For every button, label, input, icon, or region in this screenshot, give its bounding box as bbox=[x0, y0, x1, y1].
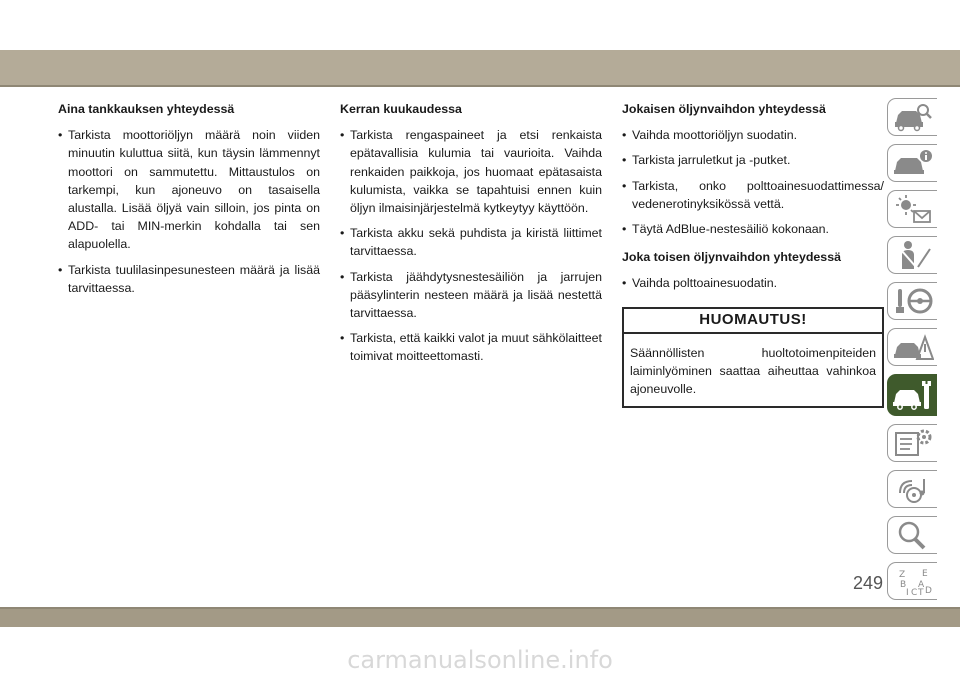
notice-title: HUOMAUTUS! bbox=[624, 309, 882, 334]
notice-body: Säännöllisten huoltotoimenpiteiden laiminlyöminen saattaa aiheuttaa vahinkoa ajoneuvolle. bbox=[630, 345, 876, 397]
column-oil-change bbox=[622, 100, 884, 408]
notice-box bbox=[622, 307, 884, 409]
monthly-list bbox=[340, 126, 602, 365]
car-warning-triangle-icon bbox=[892, 331, 934, 363]
seatbelt-airbag-icon bbox=[892, 239, 934, 271]
section-heading-monthly: Kerran kuukaudessa bbox=[340, 102, 462, 116]
watermark: carmanualsonline.info bbox=[347, 646, 613, 674]
top-header-rule bbox=[0, 85, 960, 87]
specifications-gear-icon bbox=[892, 427, 934, 459]
tab-index[interactable] bbox=[887, 562, 937, 600]
svg-text:A: A bbox=[917, 580, 924, 590]
tab-car-search[interactable] bbox=[887, 98, 937, 136]
tab-emergency[interactable] bbox=[887, 328, 937, 366]
multimedia-icon bbox=[892, 473, 934, 505]
steering-wheel-icon bbox=[892, 285, 934, 317]
chapter-tabs bbox=[887, 98, 939, 608]
tab-warning-lights[interactable] bbox=[887, 190, 937, 228]
svg-text:B: B bbox=[899, 580, 906, 590]
list-item: • Tarkista jäähdytysnestesäiliön ja jarrujen pääsylinterin nesteen määrä ja lisää nestettä tarvittaessa. bbox=[340, 268, 602, 323]
list-item: • Tarkista, että kaikki valot ja muut sähkölaitteet toimivat moitteettomasti. bbox=[340, 329, 602, 365]
svg-text:T: T bbox=[917, 588, 923, 597]
page-number: 249 bbox=[853, 573, 884, 593]
tab-car-info[interactable] bbox=[887, 144, 937, 182]
list-item: • Tarkista rengaspaineet ja etsi renkaista epätavallisia kulumia tai vaurioita. Vaihda renkaiden paikkoja, jos huomaat epätasaista kulumista, vaikka se tapahtuisi ennen kuin öljyn ilmaisinjärjestelmä kytkeytyy käyttöön. bbox=[340, 126, 602, 217]
column-refueling bbox=[58, 100, 320, 304]
car-wrench-icon bbox=[892, 379, 934, 411]
refueling-list bbox=[58, 126, 320, 297]
list-item: • Vaihda polttoainesuodatin. bbox=[622, 274, 884, 292]
alphabetical-index-icon bbox=[892, 565, 934, 597]
list-item: • Täytä AdBlue-nestesäiliö kokonaan. bbox=[622, 220, 884, 238]
svg-text:I: I bbox=[905, 588, 909, 597]
list-item: • Tarkista jarruletkut ja -putket. bbox=[622, 151, 884, 169]
list-item: • Vaihda moottoriöljyn suodatin. bbox=[622, 126, 884, 144]
magnifier-icon bbox=[892, 519, 934, 551]
tab-specifications[interactable] bbox=[887, 424, 937, 462]
svg-text:C: C bbox=[910, 588, 917, 597]
tab-multimedia[interactable] bbox=[887, 470, 937, 508]
oil-change-list bbox=[622, 126, 884, 238]
tab-safety[interactable] bbox=[887, 236, 937, 274]
warning-light-message-icon bbox=[892, 193, 934, 225]
section-heading-refueling: Aina tankkauksen yhteydessä bbox=[58, 102, 235, 116]
car-search-icon bbox=[892, 101, 934, 133]
column-monthly bbox=[340, 100, 602, 373]
list-item: • Tarkista tuulilasinpesunesteen määrä ja lisää tarvittaessa. bbox=[58, 261, 320, 297]
list-item: • Tarkista akku sekä puhdista ja kiristä liittimet tarvittaessa. bbox=[340, 224, 602, 260]
top-header-band bbox=[0, 50, 960, 85]
car-info-icon bbox=[892, 147, 934, 179]
tab-servicing[interactable] bbox=[887, 374, 937, 416]
svg-text:Z: Z bbox=[898, 570, 905, 580]
section-heading-second-oil-change: Joka toisen öljynvaihdon yhteydessä bbox=[622, 250, 841, 265]
tab-starting-driving[interactable] bbox=[887, 282, 937, 320]
tab-customer-assistance[interactable] bbox=[887, 516, 937, 554]
list-item: • Tarkista, onko polttoainesuodattimessa/ vedenerotinyksikössä vettä. bbox=[622, 177, 884, 213]
section-heading-oil-change: Jokaisen öljynvaihdon yhteydessä bbox=[622, 102, 826, 116]
bottom-footer-band bbox=[0, 609, 960, 627]
second-oil-change-list bbox=[622, 274, 884, 292]
list-item: • Tarkista moottoriöljyn määrä noin viiden minuutin kuluttua siitä, kun täysin lämmennyt moottori on sammutettu. Mittaustulos on tarkempi, kun ajoneuvo on tasaisella alustalla. Lisää öljyä vain silloin, jos pinta on ADD- tai MIN-merkin kohdalla tai sen alapuolella. bbox=[58, 126, 320, 253]
svg-text:E: E bbox=[921, 569, 928, 579]
svg-text:D: D bbox=[924, 586, 932, 596]
